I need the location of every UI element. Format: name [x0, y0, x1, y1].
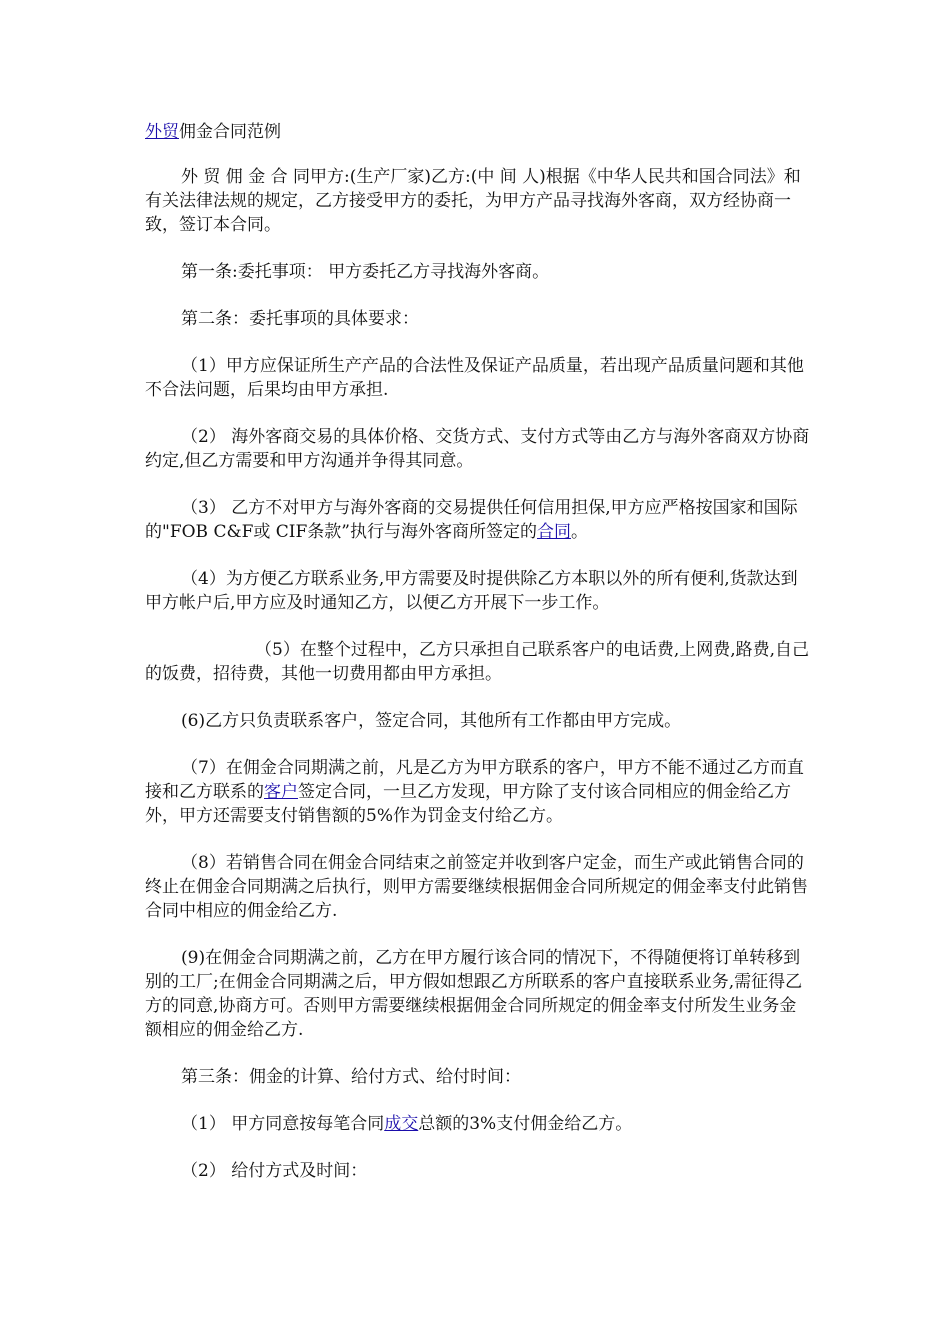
clause-7-end: 签定合同，一旦乙方发现，甲方除了支付该合同相应的佣金给乙方外，甲方还需要支付销售额的5%作为罚金支付给乙方。	[145, 782, 791, 826]
payment-clause-2: （2） 给付方式及时间：	[181, 1161, 368, 1181]
clause-3	[145, 496, 811, 544]
payment-clause-1	[145, 1112, 811, 1136]
title-link[interactable]: 外贸	[145, 122, 179, 142]
article-3: 第三条：佣金的计算、给付方式、给付时间：	[181, 1067, 521, 1087]
payment-1-text: （1） 甲方同意按每笔合同	[181, 1114, 385, 1134]
clause-7-text: （7）在佣金合同期满之前，凡是乙方为甲方联系的客户，甲方不能不通过乙方而直接和乙方联系的	[145, 758, 804, 802]
clause-9: (9)在佣金合同期满之前，乙方在甲方履行该合同的情况下，不得随便将订单转移到别的工厂;在佣金合同期满之后，甲方假如想跟乙方所联系的客户直接联系业务,需征得乙方的同意,协商方可。否则甲方需要继续根据佣金合同所规定的佣金率支付所发生业务金额相应的佣金给乙方.	[145, 948, 803, 1040]
deal-link[interactable]: 成交	[384, 1114, 419, 1134]
clause-5: （5）在整个过程中，乙方只承担自己联系客户的电话费,上网费,路费,自己的饭费，招待费，其他一切费用都由甲方承担。	[145, 640, 810, 684]
document-body	[145, 120, 811, 1206]
contract-link[interactable]: 合同	[537, 522, 571, 542]
clause-7	[145, 756, 811, 828]
clause-4: （4）为方便乙方联系业务,甲方需要及时提供除乙方本职以外的所有便利,货款达到甲方帐户后,甲方应及时通知乙方，以便乙方开展下一步工作。	[145, 569, 798, 613]
clause-1: （1）甲方应保证所生产产品的合法性及保证产品质量，若出现产品质量问题和其他不合法问题，后果均由甲方承担.	[145, 356, 804, 400]
title-text: 佣金合同范例	[179, 122, 281, 142]
clause-8: （8）若销售合同在佣金合同结束之前签定并收到客户定金，而生产或此销售合同的终止在佣金合同期满之后执行，则甲方需要继续根据佣金合同所规定的佣金率支付此销售合同中相应的佣金给乙方.	[145, 853, 808, 921]
intro-paragraph: 外 贸 佣 金 合 同甲方:(生产厂家)乙方:(中 间 人)根据《中华人民共和国合同法》和有关法律法规的规定，乙方接受甲方的委托，为甲方产品寻找海外客商，双方经协商一致，签订本合同。	[145, 167, 801, 235]
clause-6: (6)乙方只负责联系客户，签定合同，其他所有工作都由甲方完成。	[181, 711, 682, 731]
clause-2: （2） 海外客商交易的具体价格、交货方式、支付方式等由乙方与海外客商双方协商约定,但乙方需要和甲方沟通并争得其同意。	[145, 427, 810, 471]
customer-link[interactable]: 客户	[264, 782, 298, 802]
article-2: 第二条：委托事项的具体要求：	[181, 309, 419, 329]
article-1: 第一条:委托事项： 甲方委托乙方寻找海外客商。	[181, 262, 550, 282]
clause-3-text: （3） 乙方不对甲方与海外客商的交易提供任何信用担保,甲方应严格按国家和国际的"FOB C&F或 CIF条款”执行与海外客商所签定的	[145, 498, 798, 542]
clause-3-end: 。	[571, 522, 588, 542]
payment-1-end: 总额的3%支付佣金给乙方。	[418, 1114, 633, 1134]
document-title	[145, 120, 811, 144]
